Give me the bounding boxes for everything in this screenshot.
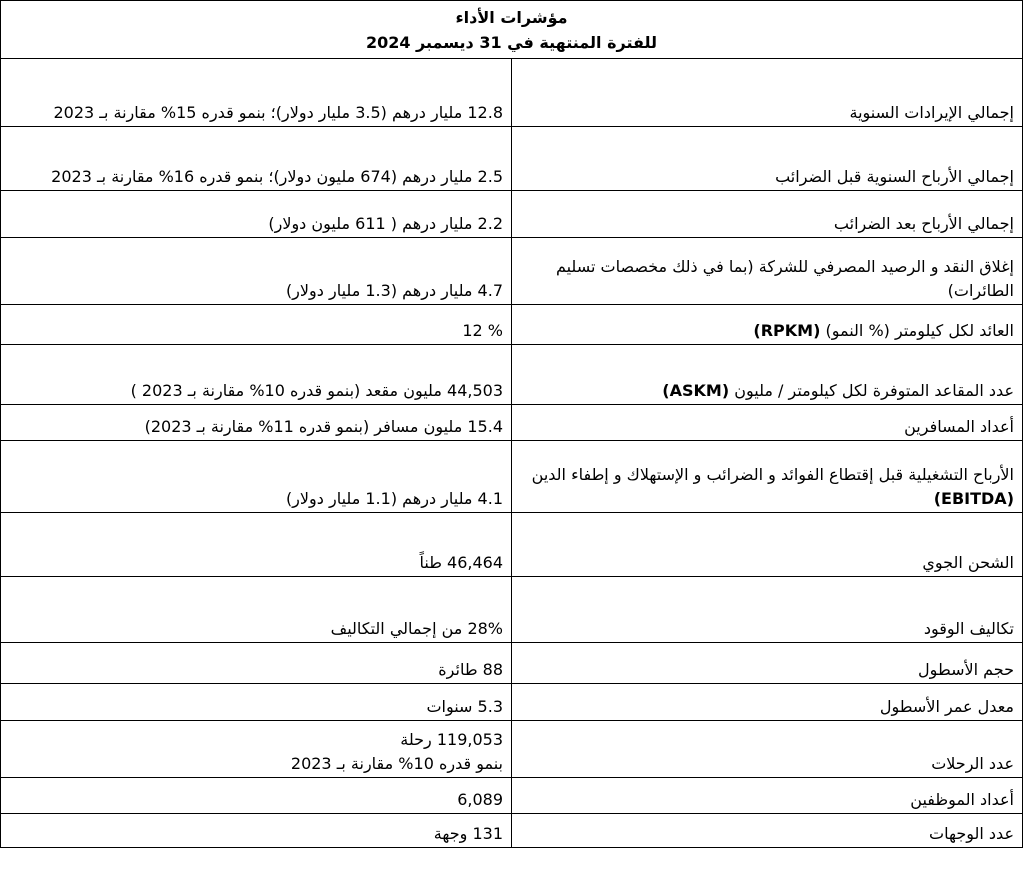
row-label: الشحن الجوي — [512, 513, 1023, 577]
row-value: 12.8 مليار درهم (3.5 مليار دولار)؛ بنمو قدره 15% مقارنة بـ 2023 — [1, 59, 512, 127]
row-value: 5.3 سنوات — [1, 684, 512, 721]
table-row — [1, 577, 1023, 643]
row-value: 4.7 مليار درهم (1.3 مليار دولار) — [1, 238, 512, 305]
row-label: حجم الأسطول — [512, 643, 1023, 684]
table-subtitle: للفترة المنتهية في 31 ديسمبر 2024 — [365, 32, 658, 52]
table-row — [1, 721, 1023, 778]
row-value: 6,089 — [1, 778, 512, 814]
row-label — [512, 305, 1023, 345]
row-label: إجمالي الأرباح السنوية قبل الضرائب — [512, 127, 1023, 191]
row-label: عدد الوجهات — [512, 814, 1023, 848]
table-row — [1, 127, 1023, 191]
table-row — [1, 305, 1023, 345]
table-row — [1, 59, 1023, 127]
row-value: 2.2 مليار درهم ( 611 مليون دولار) — [1, 191, 512, 238]
row-value — [1, 721, 512, 778]
row-value-line2: بنمو قدره 10% مقارنة بـ 2023 — [290, 754, 503, 773]
row-value: 88 طائرة — [1, 643, 512, 684]
row-label — [512, 345, 1023, 405]
row-value-line1: 119,053 رحلة — [400, 730, 503, 749]
row-label-acronym: (EBITDA) — [933, 489, 1014, 508]
row-label: أعداد الموظفين — [512, 778, 1023, 814]
row-label: إجمالي الأرباح بعد الضرائب — [512, 191, 1023, 238]
row-label: معدل عمر الأسطول — [512, 684, 1023, 721]
row-value: 46,464 طناً — [1, 513, 512, 577]
row-value: % 12 — [1, 305, 512, 345]
row-label-acronym: (RPKM) — [753, 321, 821, 340]
table-row — [1, 191, 1023, 238]
row-value: 131 وجهة — [1, 814, 512, 848]
row-value: 4.1 مليار درهم (1.1 مليار دولار) — [1, 441, 512, 513]
row-label-text: الأرباح التشغيلية قبل إقتطاع الفوائد و الضرائب و الإستهلاك و إطفاء الدين — [531, 465, 1014, 484]
row-label: إجمالي الإيرادات السنوية — [512, 59, 1023, 127]
table-row — [1, 405, 1023, 441]
row-label-text: العائد لكل كيلومتر (% النمو) — [825, 321, 1014, 340]
row-label: إغلاق النقد و الرصيد المصرفي للشركة (بما في ذلك مخصصات تسليم الطائرات) — [512, 238, 1023, 305]
row-value: 2.5 مليار درهم (674 مليون دولار)؛ بنمو قدره 16% مقارنة بـ 2023 — [1, 127, 512, 191]
table-row — [1, 684, 1023, 721]
row-label: عدد الرحلات — [512, 721, 1023, 778]
table-row — [1, 778, 1023, 814]
row-value: 28% من إجمالي التكاليف — [1, 577, 512, 643]
table-row — [1, 513, 1023, 577]
row-label: تكاليف الوقود — [512, 577, 1023, 643]
table-row — [1, 238, 1023, 305]
table-row — [1, 814, 1023, 848]
table-row — [1, 345, 1023, 405]
table-row — [1, 441, 1023, 513]
row-label: أعداد المسافرين — [512, 405, 1023, 441]
table-row — [1, 643, 1023, 684]
row-label-text: عدد المقاعد المتوفرة لكل كيلومتر / مليون — [734, 381, 1014, 400]
table-header — [1, 1, 1023, 59]
row-value: 15.4 مليون مسافر (بنمو قدره 11% مقارنة بـ 2023) — [1, 405, 512, 441]
row-value: 44,503 مليون مقعد (بنمو قدره 10% مقارنة بـ 2023 ) — [1, 345, 512, 405]
row-label — [512, 441, 1023, 513]
table-title: مؤشرات الأداء — [455, 7, 568, 27]
row-label-acronym: (ASKM) — [662, 381, 730, 400]
